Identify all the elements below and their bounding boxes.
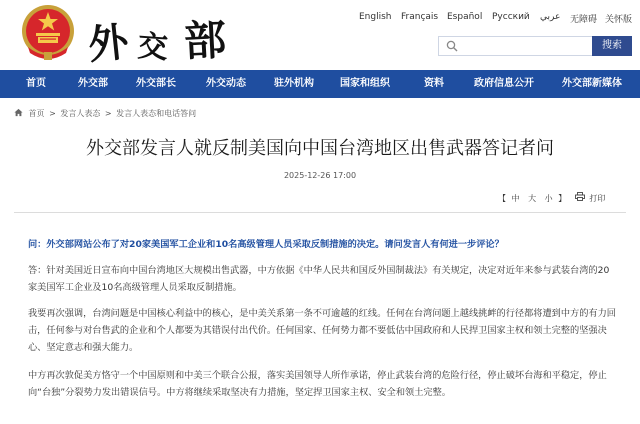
search-icon xyxy=(446,40,458,52)
home-icon xyxy=(14,108,23,117)
article-paragraph: 中方再次敦促美方恪守一个中国原则和中美三个联合公报，落实美国领导人所作承诺，停止武装台湾的危险行径，停止破坏台海和平稳定，停止向“台独”分裂势力发出错误信号。中方将继续采取坚决有力措施，坚定捍卫国家主权、安全和领土完整。 xyxy=(28,370,607,398)
nav-item-diplomatic-news[interactable]: 外交动态 xyxy=(206,78,246,89)
nav-item-government-info[interactable]: 政府信息公开 xyxy=(474,78,534,89)
breadcrumb-current[interactable]: 发言人表态和电话答问 xyxy=(116,109,197,118)
article-answer-paragraph: 答：针对美国近日宣布向中国台湾地区大规模出售武器，中方依据《中华人民共和国反外国制裁法》有关规定，决定对近年来参与武装台湾的20家美国军工企业及10名高级管理人员采取反制措施。 xyxy=(28,265,610,293)
nav-item-countries-organizations[interactable]: 国家和组织 xyxy=(340,78,390,89)
search-input[interactable] xyxy=(438,36,594,56)
logo-char-3: 部 xyxy=(182,14,228,67)
nav-item-home[interactable]: 首页 xyxy=(26,78,46,89)
language-bar xyxy=(0,12,640,26)
site-header xyxy=(0,0,640,70)
article-tools xyxy=(498,192,605,204)
font-size-bracket-open: 【 xyxy=(498,194,506,203)
accessibility-link[interactable]: 无障碍 xyxy=(570,15,598,25)
search-button[interactable]: 搜索 xyxy=(592,36,632,56)
font-size-small[interactable]: 小 xyxy=(544,194,553,203)
lang-spanish[interactable]: Español xyxy=(447,12,483,22)
breadcrumb-home[interactable]: 首页 xyxy=(28,109,45,118)
nav-item-materials[interactable]: 资料 xyxy=(424,78,444,89)
logo-char-2: 交 xyxy=(136,28,169,66)
logo-char-1: 外 xyxy=(85,18,131,69)
article-title: 外交部发言人就反制美国向中国台湾地区出售武器答记者问 xyxy=(86,138,554,159)
print-icon[interactable] xyxy=(575,192,585,201)
font-size-bracket-close: 】 xyxy=(558,194,567,203)
lang-french[interactable]: Français xyxy=(401,12,439,22)
lang-russian[interactable]: Русский xyxy=(492,12,530,22)
nav-item-missions-abroad[interactable]: 驻外机构 xyxy=(274,78,314,89)
article-date: 2025-12-26 17:00 xyxy=(283,171,357,180)
lang-arabic[interactable]: عربي xyxy=(540,12,561,22)
font-size-large[interactable]: 大 xyxy=(528,194,537,203)
breadcrumb xyxy=(14,108,196,120)
font-size-medium[interactable]: 中 xyxy=(511,194,520,203)
article-paragraph: 我要再次强调，台湾问题是中国核心利益中的核心，是中美关系第一条不可逾越的红线。任何在台湾问题上越线挑衅的行径都将遭到中方的有力回击，任何参与对台售武的企业和个人都要为其错误付出代价。任何国家、任何势力都不要低估中国政府和人民捍卫国家主权和领土完整的坚强决心、坚定意志和强大能力。 xyxy=(28,308,616,353)
nav-item-new-media[interactable]: 外交部新媒体 xyxy=(562,78,622,89)
print-button[interactable]: 打印 xyxy=(589,194,606,203)
article-divider xyxy=(14,212,626,213)
breadcrumb-separator: > xyxy=(104,109,112,118)
elder-care-link[interactable]: 关怀版 xyxy=(605,15,633,25)
nav-item-minister[interactable]: 外交部长 xyxy=(136,78,176,89)
breadcrumb-separator: > xyxy=(49,109,56,118)
main-nav xyxy=(0,70,640,98)
article-question: 问：外交部网站公布了对20家美国军工企业和10名高级管理人员采取反制措施的决定。请问发言人有何进一步评论？ xyxy=(28,239,504,250)
nav-item-ministry[interactable]: 外交部 xyxy=(78,78,108,89)
lang-english[interactable]: English xyxy=(359,12,392,22)
breadcrumb-spokesperson[interactable]: 发言人表态 xyxy=(60,109,101,118)
